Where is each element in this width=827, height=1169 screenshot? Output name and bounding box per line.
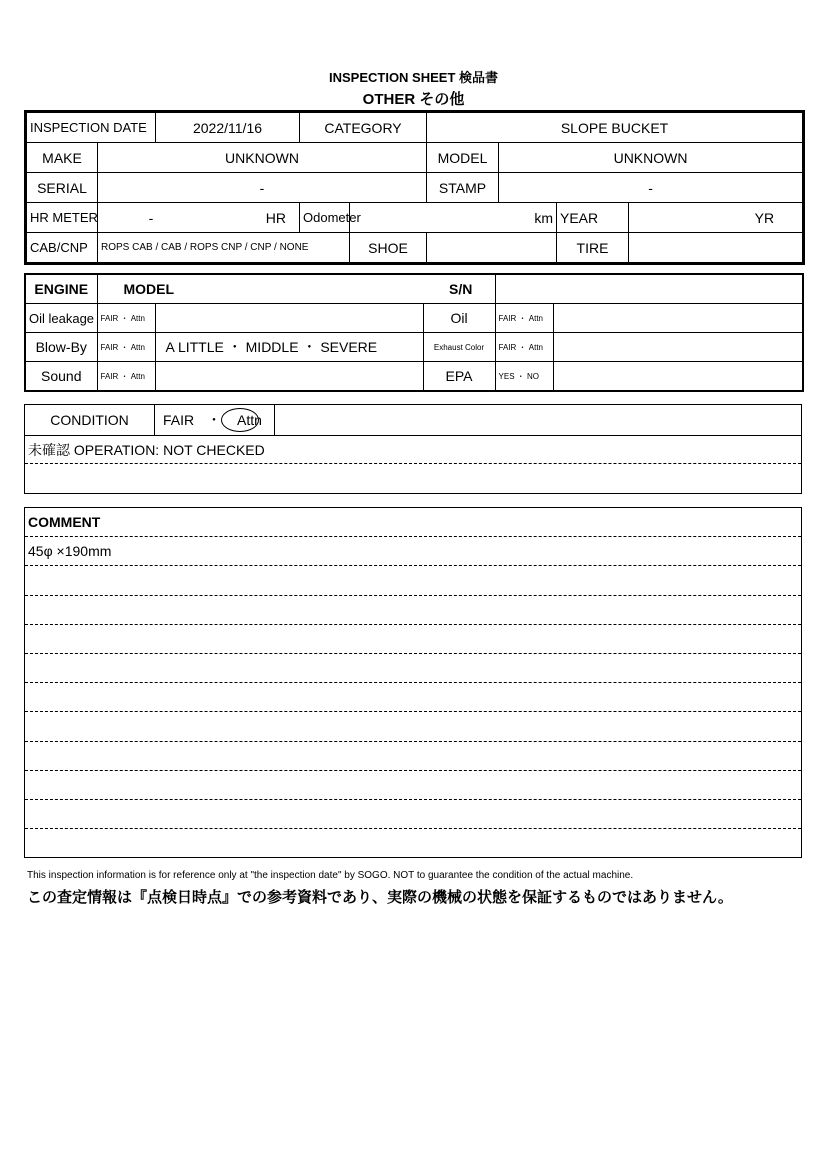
oil-label: Oil: [423, 304, 495, 333]
blowby-label: Blow-By: [25, 333, 97, 362]
cab-options: ROPS CAB / CAB / ROPS CNP / CNP / NONE: [98, 233, 350, 264]
category-label: CATEGORY: [300, 112, 427, 143]
odometer-unit: km: [350, 203, 557, 233]
exhaust-check: FAIR ・ Attn: [495, 333, 553, 362]
comment-line: [25, 712, 801, 741]
comment-line-1: 45φ ×190mm: [25, 537, 801, 566]
condition-note: 未確認 OPERATION: NOT CHECKED: [25, 436, 801, 464]
sound-label: Sound: [25, 362, 97, 392]
epa-notes: [553, 362, 803, 392]
condition-blank-line: [25, 464, 801, 492]
condition-fair: FAIR: [163, 412, 195, 428]
stamp-value: -: [499, 173, 804, 203]
cab-label: CAB/CNP: [26, 233, 98, 264]
serial-value: -: [98, 173, 427, 203]
condition-header: [25, 405, 801, 436]
shoe-value: [427, 233, 557, 264]
comment-line: [25, 625, 801, 654]
comment-line: [25, 771, 801, 800]
blowby-value: A LITTLE ・ MIDDLE ・ SEVERE: [155, 333, 423, 362]
oil-notes: [553, 304, 803, 333]
exhaust-label: Exhaust Color: [423, 333, 495, 362]
comment-label: COMMENT: [25, 508, 801, 537]
make-value: UNKNOWN: [98, 143, 427, 173]
condition-section: [24, 404, 802, 494]
engine-sn-label: S/N: [449, 281, 473, 297]
comment-line: [25, 566, 801, 595]
sheet-title: INSPECTION SHEET 検品書: [328, 70, 499, 85]
engine-sn-value: [495, 274, 803, 304]
hr-unit: HR: [265, 209, 286, 226]
year-label: YEAR: [557, 203, 629, 233]
category-value: SLOPE BUCKET: [427, 112, 804, 143]
model-value: UNKNOWN: [499, 143, 804, 173]
engine-label: ENGINE: [25, 274, 97, 304]
comment-line: [25, 683, 801, 712]
disclaimer-japanese: この査定情報は『点検日時点』での参考資料であり、実際の機械の状態を保証するものではありません。: [27, 889, 733, 906]
stamp-label: STAMP: [427, 173, 499, 203]
epa-check: YES ・ NO: [495, 362, 553, 392]
hr-meter-label: HR METER: [26, 203, 98, 233]
odometer-label: Odometer: [300, 203, 350, 233]
sound-notes: [155, 362, 423, 392]
inspection-date-label: INSPECTION DATE: [26, 112, 156, 143]
serial-label: SERIAL: [26, 173, 98, 203]
year-unit: YR: [629, 203, 804, 233]
comment-line: [25, 800, 801, 829]
condition-dot: ・: [207, 412, 221, 428]
inspection-date-value: 2022/11/16: [156, 112, 300, 143]
condition-label: CONDITION: [25, 405, 155, 435]
tire-label: TIRE: [557, 233, 629, 264]
oil-check: FAIR ・ Attn: [495, 304, 553, 333]
sound-check: FAIR ・ Attn: [97, 362, 155, 392]
oil-leakage-label: Oil leakage: [25, 304, 97, 333]
hr-meter-field: [98, 203, 300, 233]
condition-attn: Attn: [237, 412, 262, 428]
model-label: MODEL: [427, 143, 499, 173]
exhaust-notes: [553, 333, 803, 362]
engine-table: [24, 273, 804, 392]
condition-circle-mark: [221, 408, 259, 432]
sheet-subtitle: OTHER その他: [362, 91, 465, 108]
oil-leakage-check: FAIR ・ Attn: [97, 304, 155, 333]
comment-line: [25, 654, 801, 683]
engine-model-text: MODEL: [123, 281, 175, 297]
epa-label: EPA: [423, 362, 495, 392]
disclaimer-english: This inspection information is for reference only at "the inspection date" by SOGO. NOT to guarantee the condition of the actual machine.: [27, 870, 634, 881]
hr-meter-value: -: [148, 209, 154, 226]
comment-line: [25, 596, 801, 625]
make-label: MAKE: [26, 143, 98, 173]
tire-value: [629, 233, 804, 264]
info-table: [24, 110, 805, 265]
comment-line: [25, 829, 801, 858]
comment-line: [25, 742, 801, 771]
shoe-label: SHOE: [350, 233, 427, 264]
oil-leakage-notes: [155, 304, 423, 333]
blowby-check: FAIR ・ Attn: [97, 333, 155, 362]
comment-section: [24, 507, 802, 858]
engine-model-label: [97, 274, 495, 304]
